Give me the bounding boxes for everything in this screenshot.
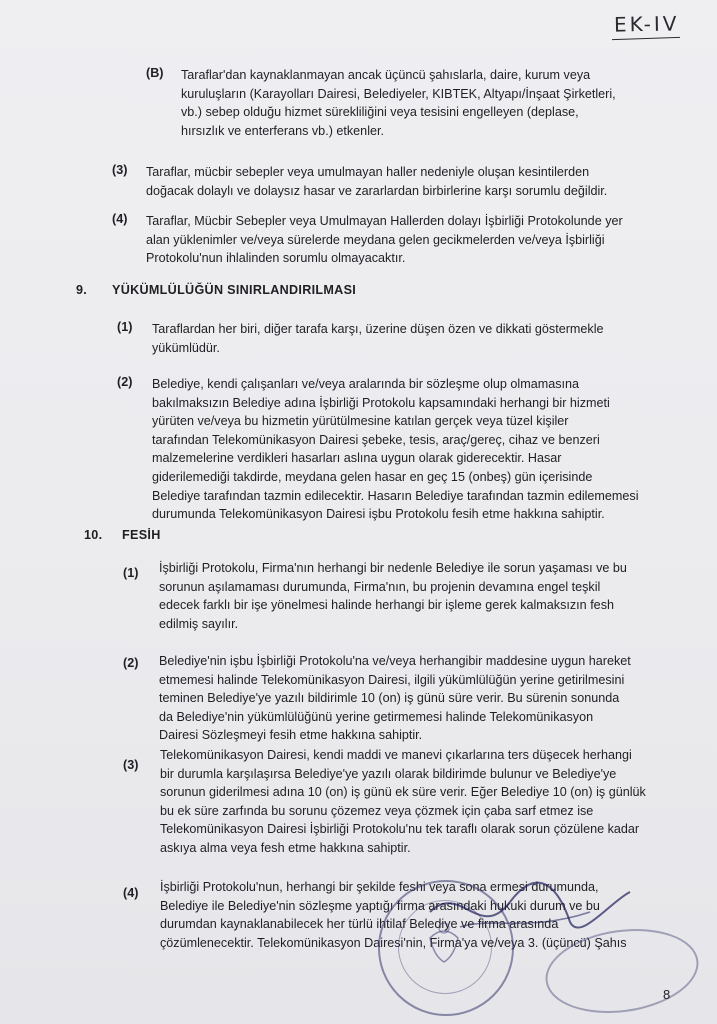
item-3-label: (3) bbox=[112, 163, 128, 177]
text-line: Telekomünikasyon Dairesi İşbirliği Protokolu'nu tek taraflı olarak sorun çözülene kadar bbox=[160, 822, 640, 837]
item-4-label: (4) bbox=[112, 212, 128, 226]
section-9-title: YÜKÜMLÜLÜĞÜN SINIRLANDIRILMASI bbox=[112, 283, 357, 297]
text-line: yükümlüdür. bbox=[152, 340, 220, 355]
section-10-item-2-label: (2) bbox=[123, 656, 139, 670]
handwritten-signature bbox=[420, 872, 640, 952]
text-line: Taraflar, Mücbir Sebepler veya Umulmayan Hallerden dolayı İşbirliği Protokolunde yer bbox=[146, 214, 623, 228]
text-line: Taraflardan her biri, diğer tarafa karşı, üzerine düşen özen ve dikkati göstermekle bbox=[152, 322, 604, 336]
text-line: etmemesi halinde Telekomünikasyon Dairesi, ilgili yükümlülüğün yerine getirilmesini bbox=[159, 672, 625, 687]
section-10-item-3-text bbox=[160, 746, 656, 858]
text-line: bakılmaksızın Belediye adına İşbirliği Protokolu kapsamındaki herhangi bir hizmeti bbox=[152, 395, 610, 410]
text-line: İşbirliği Protokolu, Firma'nın herhangi bir nedenle Belediye ile sorun yaşaması ve bu bbox=[159, 561, 627, 575]
item-3-text bbox=[146, 163, 644, 200]
section-9-item-1-text bbox=[152, 320, 648, 357]
text-line: edilmiş sayılır. bbox=[159, 616, 239, 631]
text-line: giderilemediği takdirde, meydana gelen hasar en geç 15 (onbeş) gün içerisinde bbox=[152, 469, 593, 484]
text-line: Belediye'nin işbu İşbirliği Protokolu'na ve/veya herhangibir maddesine uygun hareket bbox=[159, 654, 631, 668]
annex-label: EK-IV bbox=[613, 11, 680, 37]
text-line: durumdan kaynaklanabilecek her türlü ihtilaf Belediye ve firma arasında bbox=[160, 917, 559, 932]
text-line: tarafından Telekomünikasyon Dairesi şebeke, tesis, araç/gereç, cihaz ve benzeri bbox=[152, 432, 600, 447]
text-line: alan yüklenimler ve/veya sürelerde meydana gelen gecikmelerden ve/veya İşbirliği bbox=[146, 232, 605, 247]
annex-underline bbox=[612, 37, 680, 40]
text-line: bu ek süre zarfında bu sorunu çözemez veya çözmek için çaba sarf etmez ise bbox=[160, 803, 594, 818]
section-10-item-3-label: (3) bbox=[123, 758, 139, 772]
text-line: Taraflar, mücbir sebepler veya umulmayan haller nedeniyle oluşan kesintilerden bbox=[146, 165, 590, 179]
section-10-item-4-label: (4) bbox=[123, 886, 139, 900]
section-9-item-1-label: (1) bbox=[117, 320, 133, 334]
section-9-number: 9. bbox=[76, 283, 88, 297]
text-line: bir durumla karşılaşırsa Belediye'ye yazılı olarak bildirimde bulunur ve Belediye'ye bbox=[160, 766, 617, 781]
section-9-item-2-text bbox=[152, 375, 648, 524]
text-line: Belediye, kendi çalışanları ve/veya aralarında bir sözleşme olup olmamasına bbox=[152, 377, 580, 391]
text-line: sorunun giderilmesi adına 10 (on) iş günü ek süre verir. Eğer Belediye 10 (on) iş günlük bbox=[160, 785, 646, 800]
text-line: İşbirliği Protokolu'nun, herhangi bir şekilde feshi veya sona ermesi durumunda, bbox=[160, 880, 599, 894]
section-9-item-2-label: (2) bbox=[117, 375, 133, 389]
section-10-title: FESİH bbox=[122, 528, 161, 542]
text-line: yürüten ve/veya bu hizmetin yürütülmesine katılan gerçek veya tüzel kişiler bbox=[152, 414, 569, 429]
text-line: da Belediye'nin yükümlülüğünü yerine getirmemesi halinde Telekomünikasyon bbox=[159, 709, 594, 724]
item-4-text bbox=[146, 212, 644, 268]
text-line: durumunda Telekomünikasyon Dairesi işbu Protokolu fesih etme hakkına sahiptir. bbox=[152, 507, 605, 522]
text-line: Belediye ile Belediye'nin sözleşme yaptığı firma arasındaki hukuki durum ve bu bbox=[160, 898, 600, 913]
text-line: kuruluşların (Karayolları Dairesi, Belediyeler, KIBTEK, Altyapı/İnşaat Şirketleri, bbox=[181, 86, 616, 101]
text-line: malzemelerine verdikleri hasarları aslına uygun olarak giderecektir. Hasar bbox=[152, 451, 562, 466]
text-line: vb.) sebep olduğu hizmet sürekliliğini veya tesisini engelleyen (deplase, bbox=[181, 105, 579, 120]
text-line: Protokolu'nun ihlalinden sorumlu olmayacaktır. bbox=[146, 251, 406, 266]
page-number: 8 bbox=[663, 987, 671, 1002]
text-line: Taraflar'dan kaynaklanmayan ancak üçüncü şahıslarla, daire, kurum veya bbox=[181, 68, 591, 82]
item-b-text bbox=[181, 66, 641, 140]
text-line: sorunun aşılamaması durumunda, Firma'nın, bu projenin devamına engel teşkil bbox=[159, 579, 601, 594]
section-10-item-1-text bbox=[159, 559, 651, 633]
text-line: Dairesi Sözleşmeyi fesih etme hakkına sahiptir. bbox=[159, 728, 423, 743]
item-b-label: (B) bbox=[146, 66, 164, 80]
text-line: teminen Belediye'ye yazılı bildirimle 10 (on) iş günü süre verir. Bu sürenin sonunda bbox=[159, 691, 620, 706]
section-10-number: 10. bbox=[84, 528, 103, 542]
text-line: askıya alma veya fesh etme hakkına sahiptir. bbox=[160, 840, 411, 855]
text-line: Telekomünikasyon Dairesi, kendi maddi ve manevi çıkarlarına ters düşecek herhangi bbox=[160, 748, 632, 762]
text-line: doğacak dolaylı ve dolaysız hasar ve zararlardan birbirlerine karşı sorumlu değildir. bbox=[146, 183, 608, 198]
section-10-item-1-label: (1) bbox=[123, 566, 139, 580]
section-10-item-2-text bbox=[159, 652, 653, 745]
text-line: Belediye tarafından tazmin edilecektir. Hasarın Belediye tarafından tazmin edilememesi bbox=[152, 488, 639, 503]
text-line: çözümlenecektir. Telekomünikasyon Dairesi'nin, Firma'ya ve/veya 3. (üçüncü) Şahıs bbox=[160, 935, 627, 950]
text-line: edecek farklı bir işe yönelmesi halinde herhangi bir işleme gerek kalmaksızın fesh bbox=[159, 598, 614, 613]
text-line: hırsızlık ve enterferans vb.) etkenler. bbox=[181, 123, 384, 138]
